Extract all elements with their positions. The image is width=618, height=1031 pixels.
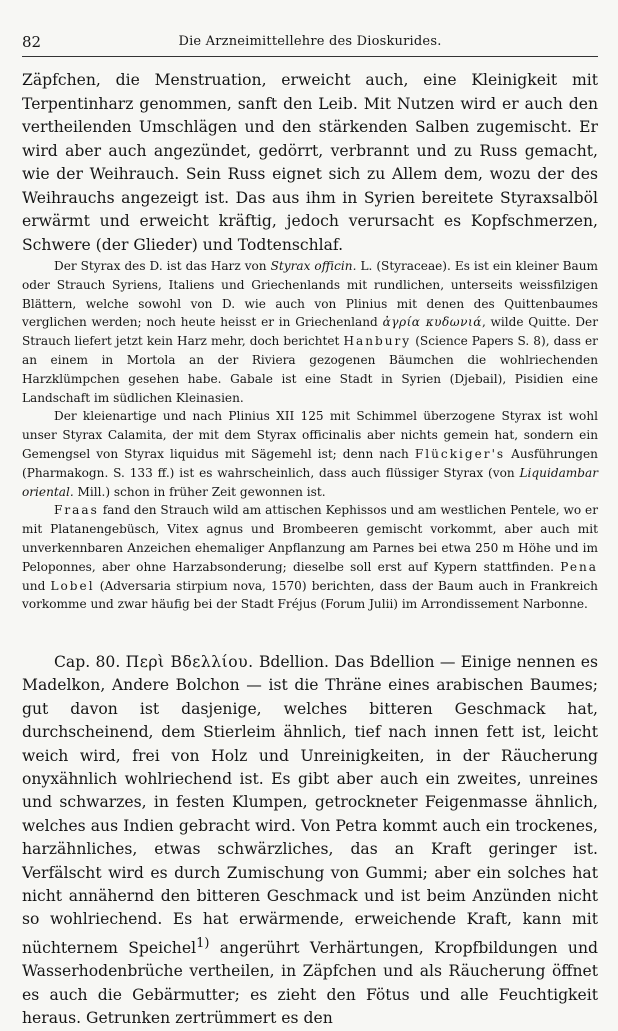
- note-text: (Science Papers S. 8), dass er an einem in Mortola an der Riviera gezogenen Bäumchen die wohlriechenden Harzklümpchen gesehen habe. Gabale ist eine Stadt in Syrien (Djebail), Pisidien eine Landschaft im südlichen Kleinasien.: [22, 334, 598, 405]
- chapter-paragraph: [22, 651, 598, 1031]
- note-text: (Adversaria stirpium nova, 1570) berichten, dass der Baum auch in Frankreich vorkomme und zwar häufig bei der Stadt Fréjus (Forum Julii) im Arrondissement Narbonne.: [22, 578, 598, 612]
- main-paragraph: Zäpfchen, die Menstruation, erweicht auch, eine Kleinigkeit mit Terpentinharz genommen, sanft den Leib. Mit Nutzen wird er auch den vertheilenden Umschlägen und den stärkenden Salben zugemischt. Er wird aber auch angezündet, gedörrt, verbrannt und zu Russ gemacht, wie der Weihrauch. Sein Russ eignet sich zu Allem dem, wozu der des Weihrauchs angezeigt ist. Das aus ihm in Syrien bereitete Styraxsalböl erwärmt und erweicht kräftig, jedoch verursacht es Kopfschmerzen, Schwere (der Glieder) und Todtenschlaf.: [22, 71, 598, 254]
- note-text: Der Styrax des D. ist das Harz von: [54, 259, 267, 273]
- note-text: Mill.) schon in früher Zeit gewonnen ist.: [77, 484, 326, 499]
- note-text: Ausführungen (Pharmakogn. S. 133 ff.) ist es wahrscheinlich, dass auch flüssiger Styrax (von: [22, 446, 598, 480]
- note-species: Styrax officin.: [270, 259, 357, 273]
- footnote-mark: 1): [196, 935, 210, 951]
- page-number: 82: [22, 33, 42, 51]
- note-author: Lobel: [50, 578, 95, 593]
- chapter-title: Bdellion.: [258, 653, 329, 671]
- note-text: und: [22, 578, 46, 593]
- note-species: Liquidambar oriental.: [22, 465, 598, 499]
- chapter-number: Cap. 80.: [54, 653, 121, 671]
- note-text: L. (Styraceae). Es ist ein kleiner Baum oder Strauch Syriens, Italiens und Griechenlands mit rundlichen, unterseits weissfilzigen Blättern, welche sowohl von D. wie auch von Plinius mit denen des Quittenbaumes verglichen werden; noch heute heisst er in Griechenland: [22, 259, 598, 330]
- note-author: Flückiger's: [414, 446, 506, 461]
- running-title: Die Arzneimittellehre des Dioskurides.: [178, 34, 442, 49]
- note-author: Fraas: [54, 503, 99, 518]
- chapter-text: Das Bdellion — Einige nennen es Madelkon, Andere Bolchon — ist die Thräne eines arabischen Baumes; gut davon ist dasjenige, welches bitteren Geschmack hat, durchscheinend, dem Stierleim ähnlich, tief nach innen fett ist, leicht weich wird, frei von Holz und Unreinigkeiten, in der Räucherung onyxähnlich wohlriechend ist. Es gibt aber auch ein zweites, unreines und schwarzes, in festen Klumpen, getrockneter Feigenmasse ähnlich, welches aus Indien gebracht wird. Von Petra kommt auch ein trockenes, harzähnliches, etwas schwärzliches, das an Kraft geringer ist. Verfälscht wird es durch Zumischung von Gummi; aber ein solches hat nicht annähernd den bitteren Geschmack und ist beim Anzünden nicht so wohlriechend. Es hat erwärmende, erweichende Kraft, kann mit nüchternem Speichel: [22, 653, 598, 958]
- main-text: [22, 69, 598, 257]
- chapter-section: [22, 651, 598, 1031]
- header-rule: [22, 56, 598, 57]
- note-text: , wilde Quitte. Der Strauch liefert jetzt kein Harz mehr, doch berichtet: [22, 315, 598, 349]
- note-paragraph: [22, 257, 598, 407]
- commentary-notes: [22, 257, 598, 614]
- note-author: Pena: [560, 559, 598, 574]
- note-text: fand den Strauch wild am attischen Kephissos und am westlichen Pentele, wo er mit Platanengebüsch, Vitex agnus und Brombeeren gemischt vorkommt, aber auch mit unverkennbaren Anzeichen ehemaliger Anpflanzung am Parnes bei etwa 250 m Höhe und im Peloponnes, aber ohne Harzabsonderung; dieselbe soll erst auf Kypern stattfinden.: [22, 503, 598, 574]
- note-text: Der kleienartige und nach Plinius XII 125 mit Schimmel überzogene Styrax ist wohl unser Styrax Calamita, der mit dem Styrax officinalis aber nichts gemein hat, sondern ein Gemengsel von Styrax liquidus mit Sägemehl ist; denn nach: [22, 409, 598, 461]
- note-paragraph: [22, 407, 598, 501]
- note-author: Hanbury: [343, 334, 412, 349]
- note-paragraph: [22, 501, 598, 614]
- chapter-greek-title: Περὶ Βδελλίου.: [125, 653, 254, 671]
- chapter-text: angerührt Verhärtungen, Kropfbildungen und Wasserhodenbrüche vertheilen, in Zäpfchen und als Räucherung öffnet es auch die Gebärmutter; es zieht den Fötus und alle Feuchtigkeit heraus. Getrunken zertrümmert es den: [22, 939, 598, 1028]
- note-greek: ἀγρία κυδωνιά: [382, 315, 482, 330]
